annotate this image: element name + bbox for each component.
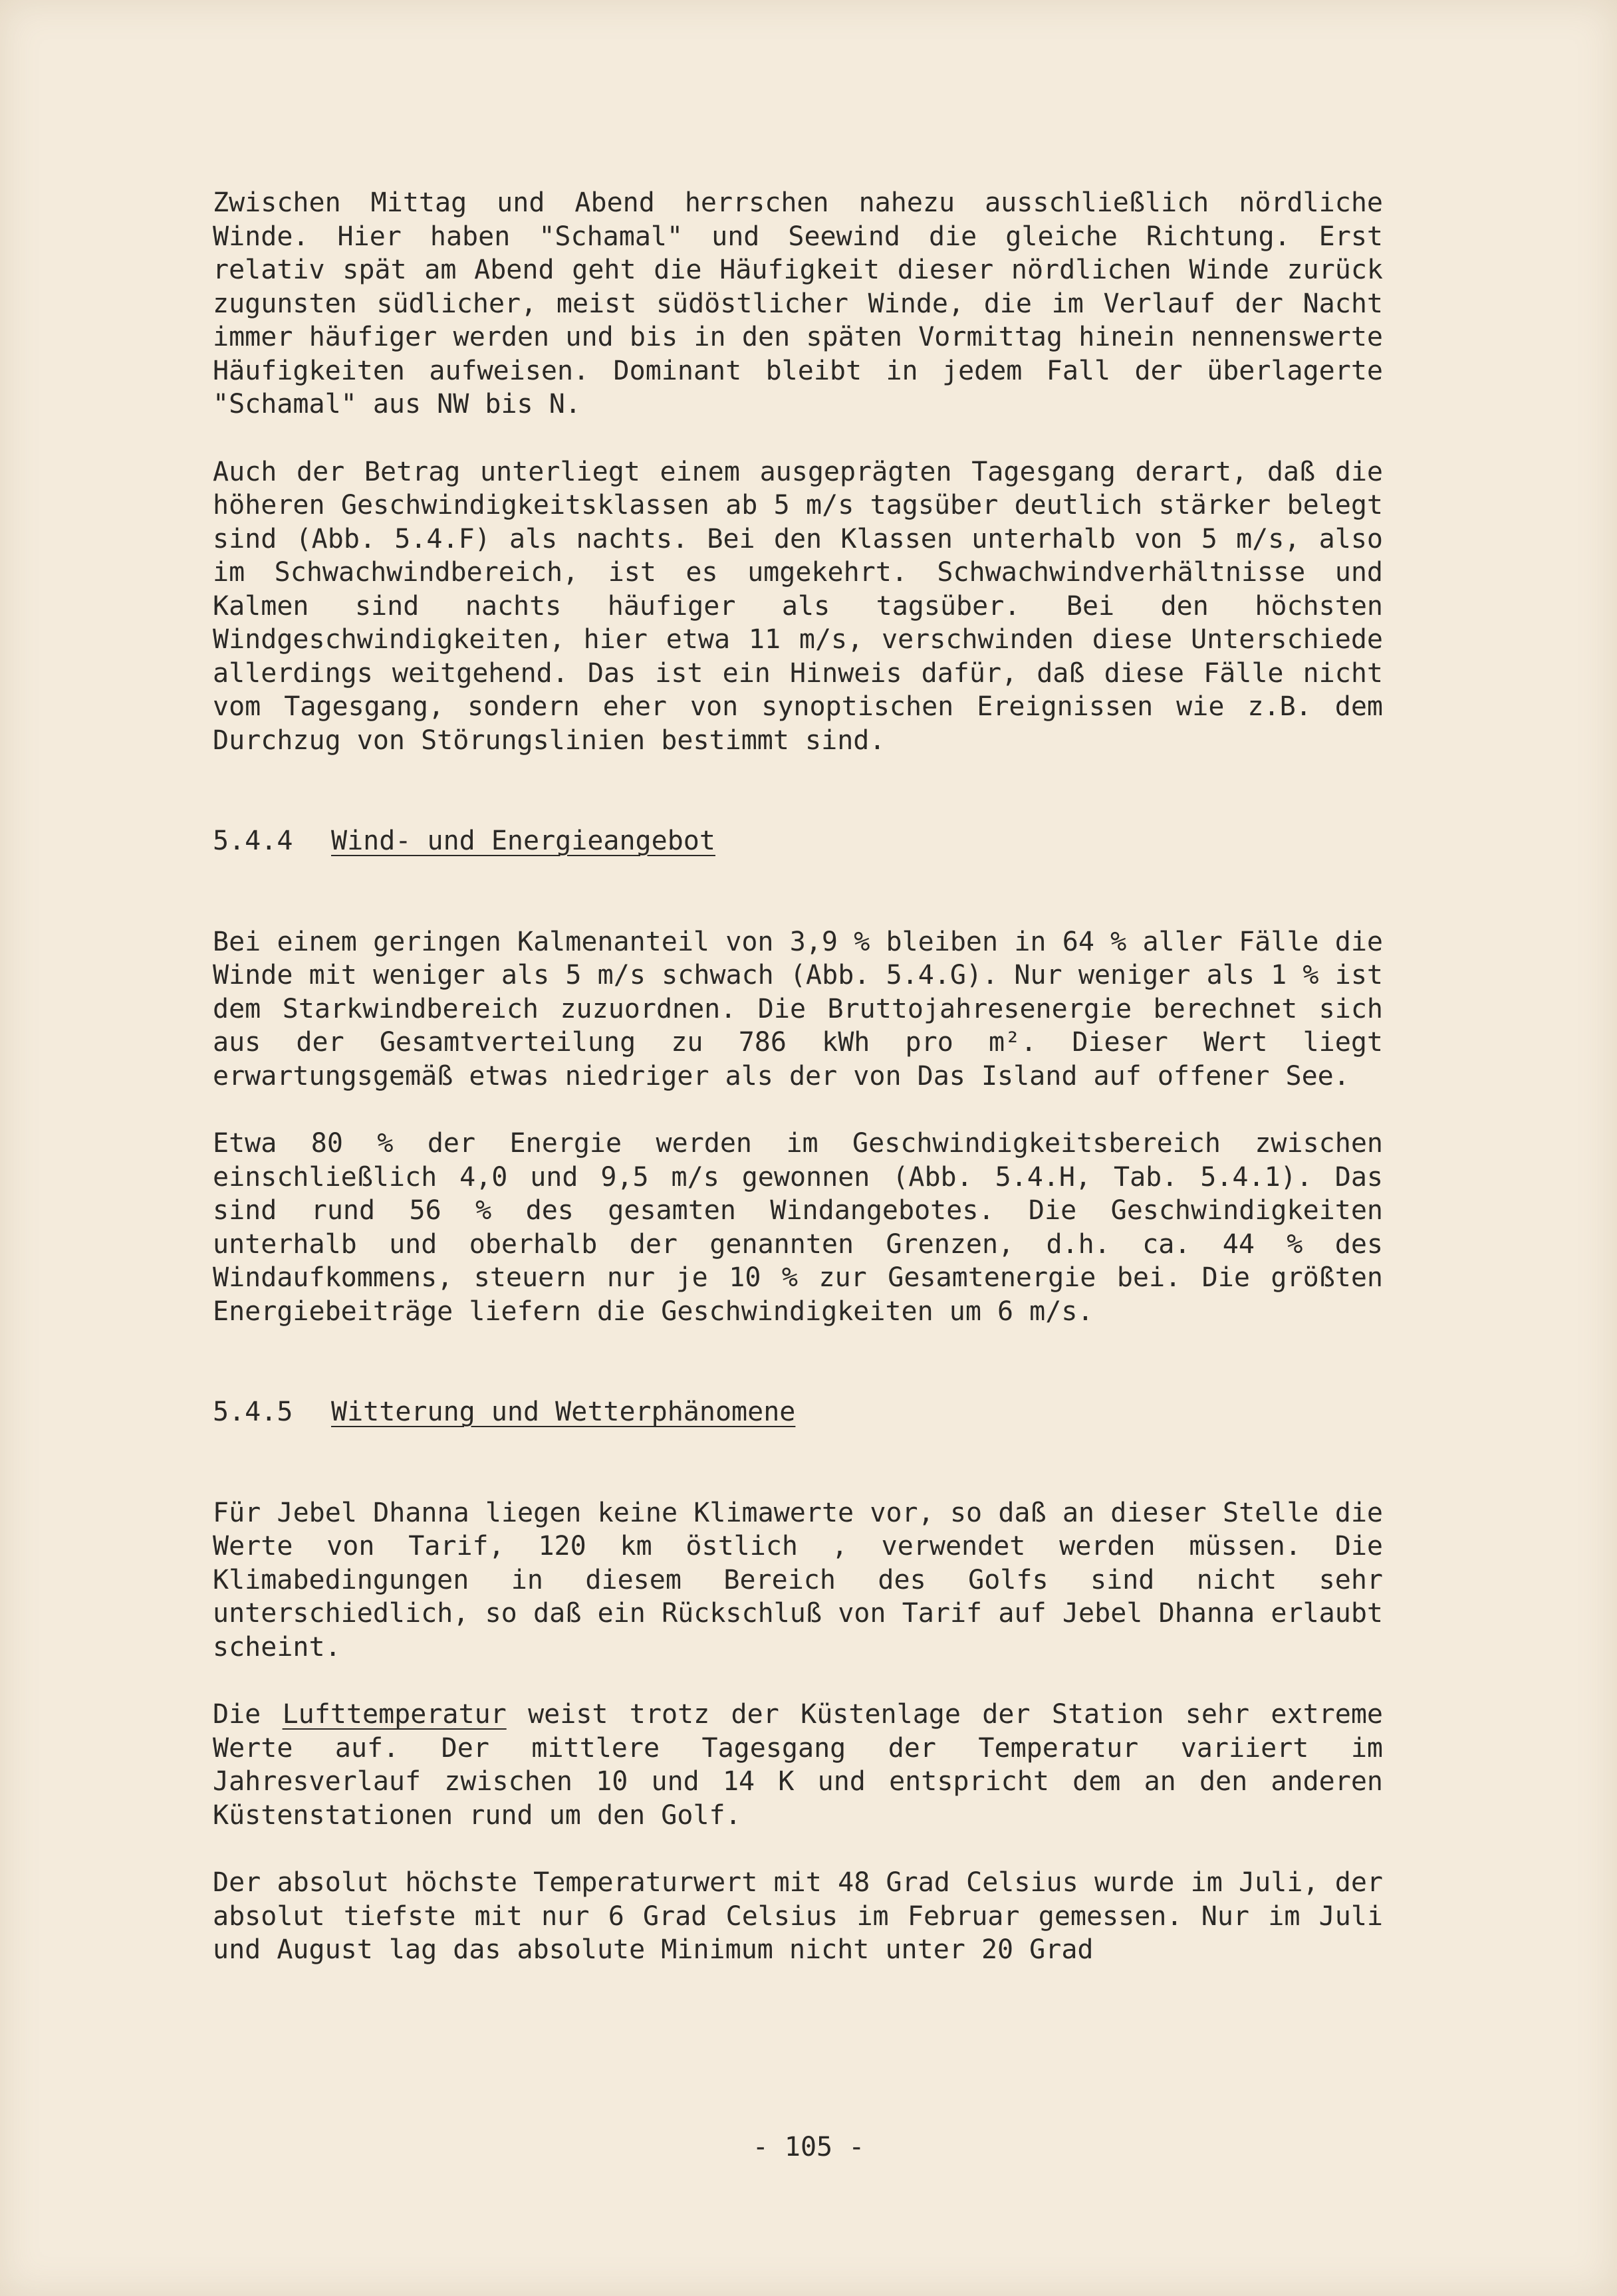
paragraph-wind-speed-daily-cycle: Auch der Betrag unterliegt einem ausgeprägten Tagesgang derart, daß die höheren Geschwindigkeitsklassen ab 5 m/s tagsüber deutlich stärker belegt sind (Abb. 5.4.F) als nachts. Bei den Klassen unterhalb von 5 m/s, also im Schwachwindbereich, ist es umgekehrt. Schwachwindverhältnisse und Kalmen sind nachts häufiger als tagsüber. Bei den höchsten Windgeschwindigkeiten, hier etwa 11 m/s, verschwinden diese Unterschiede allerdings weitgehend. Das ist ein Hinweis dafür, daß diese Fälle nicht vom Tagesgang, sondern eher von synoptischen Ereignissen wie z.B. dem Durchzug von Störungslinien bestimmt sind. bbox=[213, 456, 1383, 756]
section-title: Witterung und Wetterphänomene bbox=[331, 1397, 796, 1427]
section-heading-5-4-4 bbox=[213, 824, 1383, 858]
page-number: - 105 - bbox=[752, 2132, 865, 2162]
paragraph-air-temperature bbox=[213, 1698, 1383, 1832]
section-number: 5.4.5 bbox=[213, 1397, 293, 1427]
section-number: 5.4.4 bbox=[213, 826, 293, 856]
paragraph-text: Die bbox=[213, 1699, 283, 1730]
paragraph-climate-data-source: Für Jebel Dhanna liegen keine Klimawerte vor, so daß an dieser Stelle die Werte von Tarif, 120 km östlich , verwendet werden müssen. Die Klimabedingungen in diesem Bereich des Golfs sind nicht sehr unterschiedlich, so daß ein Rückschluß von Tarif auf Jebel Dhanna erlaubt scheint. bbox=[213, 1497, 1383, 1663]
paragraph-energy-range: Etwa 80 % der Energie werden im Geschwindigkeitsbereich zwischen einschließlich 4,0 und 9,5 m/s gewonnen (Abb. 5.4.H, Tab. 5.4.1). Das sind rund 56 % des gesamten Windangebotes. Die Geschwindigkeiten unterhalb und oberhalb der genannten Grenzen, d.h. ca. 44 % des Windaufkommens, steuern nur je 10 % zur Gesamtenergie bei. Die größten Energiebeiträge liefern die Geschwindigkeiten um 6 m/s. bbox=[213, 1128, 1383, 1327]
paragraph-text: weist trotz der Küstenlage der Station sehr extreme Werte auf. Der mittlere Tagesgang der Temperatur variiert im Jahresverlauf zwischen 10 und 14 K und entspricht dem an den anderen Küstenstationen rund um den Golf. bbox=[213, 1699, 1383, 1831]
paragraph-temperature-extremes: Der absolut höchste Temperaturwert mit 48 Grad Celsius wurde im Juli, der absolut tiefste mit nur 6 Grad Celsius im Februar gemessen. Nur im Juli und August lag das absolute Minimum nicht unter 20 Grad bbox=[213, 1867, 1383, 1965]
section-title: Wind- und Energieangebot bbox=[331, 826, 715, 856]
paragraph-calm-share: Bei einem geringen Kalmenanteil von 3,9 % bleiben in 64 % aller Fälle die Winde mit weniger als 5 m/s schwach (Abb. 5.4.G). Nur weniger als 1 % ist dem Starkwindbereich zuzuordnen. Die Bruttojahresenergie berechnet sich aus der Gesamtverteilung zu 786 kWh pro m². Dieser Wert liegt erwartungsgemäß etwas niedriger als der von Das Island auf offener See. bbox=[213, 926, 1383, 1091]
underlined-term: Lufttemperatur bbox=[282, 1699, 507, 1730]
body-text bbox=[213, 186, 1383, 1967]
paragraph-wind-direction: Zwischen Mittag und Abend herrschen nahezu ausschließlich nördliche Winde. Hier haben "Schamal" und Seewind die gleiche Richtung. Erst relativ spät am Abend geht die Häufigkeit dieser nördlichen Winde zurück zugunsten südlicher, meist südöstlicher Winde, die im Verlauf der Nacht immer häufiger werden und bis in den späten Vormittag hinein nennenswerte Häufigkeiten aufweisen. Dominant bleibt in jedem Fall der überlagerte "Schamal" aus NW bis N. bbox=[213, 187, 1383, 419]
section-heading-5-4-5 bbox=[213, 1395, 1383, 1429]
